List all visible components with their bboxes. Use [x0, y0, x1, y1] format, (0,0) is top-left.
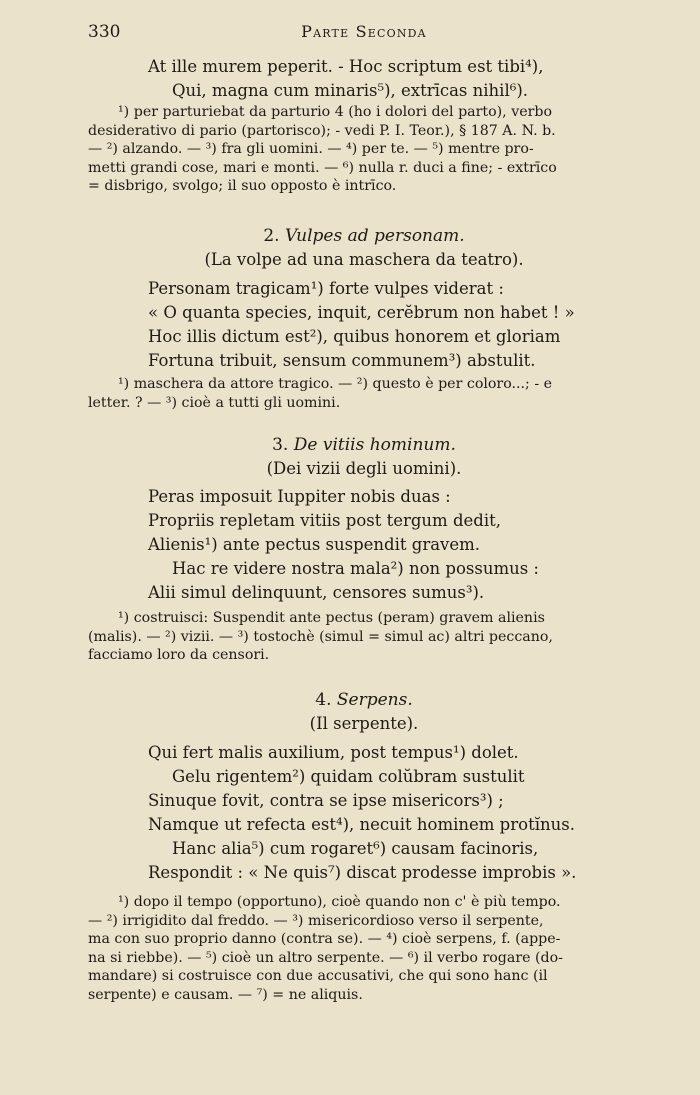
fable-subtitle: (La volpe ad una maschera da teatro).: [204, 250, 524, 269]
top-verses: [88, 55, 640, 103]
note-line: — ²) alzando. — ³) fra gli uomini. — ⁴) per te. — ⁵) mentre pro-: [88, 141, 534, 158]
verse-line: Namque ut refecta est⁴), necuit hominem protĭnus.: [148, 815, 575, 834]
fable-title: 3. De vitiis hominum.: [272, 435, 456, 455]
running-title: Parte Seconda: [301, 22, 427, 41]
note-line: ¹) per parturiebat da parturio 4 (ho i dolori del parto), verbo: [118, 104, 553, 120]
fable-2-verses: [88, 277, 640, 373]
note-line: letter. ? — ³) cioè a tutti gli uomini.: [88, 394, 341, 411]
fable-title: 4. Serpens.: [315, 690, 413, 710]
verse-line: Hac re videre nostra mala²) non possumus :: [172, 559, 539, 578]
verse-line: Hanc alia⁵) cum rogaret⁶) causam facinoris,: [172, 839, 539, 858]
note-line: ¹) dopo il tempo (opportuno), cioè quando non c' è più tempo.: [118, 894, 561, 910]
verse-line: Gelu rigentem²) quidam colŭbram sustulit: [172, 767, 525, 786]
note-line: = disbrigo, svolgo; il suo opposto è intrīco.: [88, 178, 397, 195]
verse-line: Propriis repletam vitiis post tergum dedit,: [148, 511, 501, 530]
note-line: desiderativo di pario (partorisco); - vedi P. I. Teor.), § 187 A. N. b.: [88, 122, 556, 139]
page-number: 330: [88, 22, 121, 42]
fable-2-heading: [88, 224, 640, 272]
fable-3-footnotes: [88, 609, 640, 665]
note-line: ma con suo proprio danno (contra se). — ⁴) cioè serpens, f. (appe-: [88, 931, 561, 948]
note-line: na si riebbe). — ⁵) cioè un altro serpente. — ⁶) il verbo rogare (do-: [88, 949, 563, 966]
note-line: ¹) costruisci: Suspendit ante pectus (peram) gravem alienis: [118, 610, 545, 626]
note-line: — ²) irrigidito dal freddo. — ³) misericordioso verso il serpente,: [88, 912, 544, 929]
top-footnotes: [88, 103, 640, 196]
fable-4-heading: [88, 688, 640, 736]
verse-line: Fortuna tribuit, sensum communem³) abstulit.: [148, 351, 536, 370]
verse-line: Sinuque fovit, contra se ipse misericors³) ;: [148, 791, 504, 810]
verse-line: At ille murem peperit. - Hoc scriptum est tibi⁴),: [148, 57, 544, 76]
verse-line: Personam tragicam¹) forte vulpes viderat :: [148, 279, 504, 298]
note-line: metti grandi cose, mari e monti. — ⁶) nulla r. duci a fine; - extrīco: [88, 159, 557, 176]
verse-line: Alienis¹) ante pectus suspendit gravem.: [148, 535, 481, 554]
verse-line: Hoc illis dictum est²), quibus honorem et gloriam: [148, 327, 561, 346]
page-header: [88, 22, 640, 46]
note-line: serpente) e causam. — ⁷) = ne aliquis.: [88, 986, 363, 1003]
note-line: (malis). — ²) vizii. — ³) tostochè (simul = simul ac) altri peccano,: [88, 628, 553, 645]
fable-4-footnotes: [88, 893, 640, 1005]
fable-subtitle: (Il serpente).: [309, 714, 419, 733]
fable-title: 2. Vulpes ad personam.: [263, 226, 465, 246]
verse-line: Qui, magna cum minaris⁵), extrīcas nihil⁶).: [172, 81, 529, 100]
fable-4-verses: [88, 741, 640, 885]
verse-line: Respondit : « Ne quis⁷) discat prodesse improbis ».: [148, 863, 577, 882]
note-line: ¹) maschera da attore tragico. — ²) questo è per coloro...; - e: [118, 376, 553, 392]
verse-line: Qui fert malis auxilium, post tempus¹) dolet.: [148, 743, 519, 762]
verse-line: « O quanta species, inquit, cerĕbrum non habet ! »: [148, 303, 575, 322]
fable-3-verses: [88, 485, 640, 605]
fable-3-heading: [88, 433, 640, 481]
note-line: facciamo loro da censori.: [88, 647, 270, 664]
fable-subtitle: (Dei vizii degli uomini).: [266, 459, 462, 478]
verse-line: Peras imposuit Iuppiter nobis duas :: [148, 487, 451, 506]
fable-2-footnotes: [88, 375, 640, 412]
verse-line: Alii simul delinquunt, censores sumus³).: [148, 583, 485, 602]
note-line: mandare) si costruisce con due accusativi, che qui sono hanc (il: [88, 968, 548, 985]
